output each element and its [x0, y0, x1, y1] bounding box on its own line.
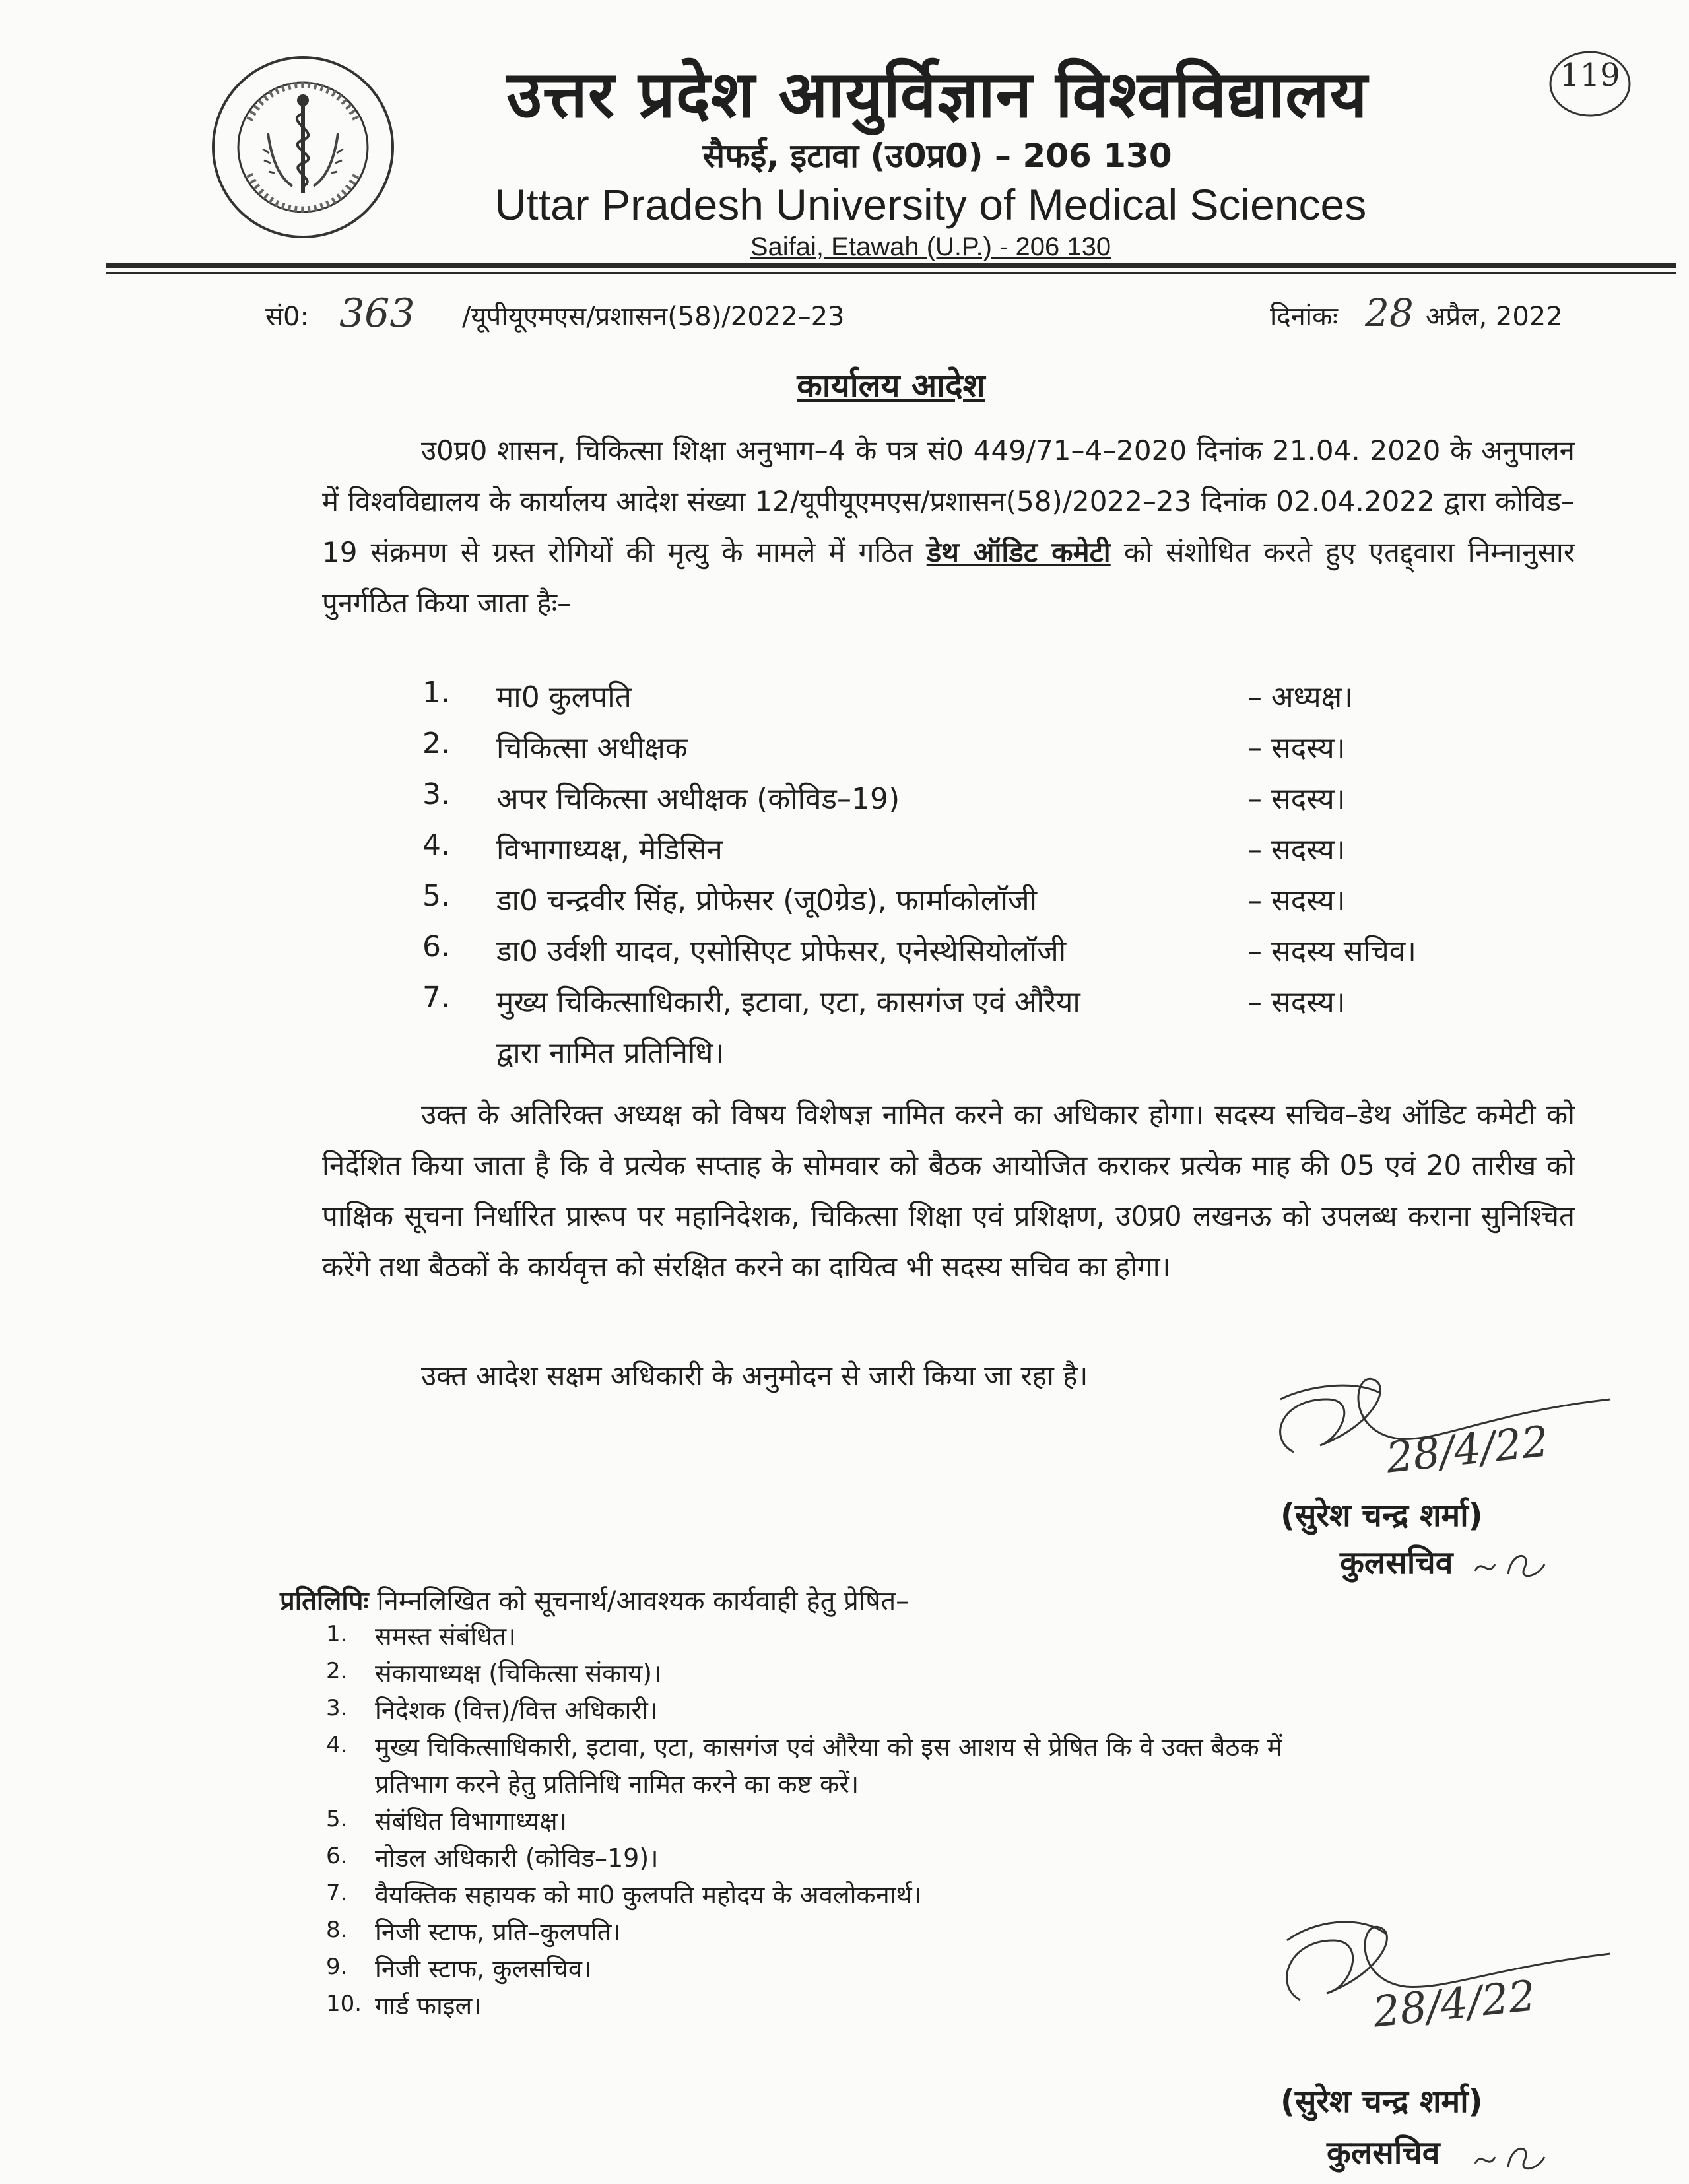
university-seal-logo [210, 54, 396, 240]
list-item: 3. निदेशक (वित्त)/वित्त अधिकारी। [326, 1695, 658, 1725]
list-item: 1. समस्त संबंधित। [326, 1621, 516, 1651]
member-name: विभागाध्यक्ष, मेडिसिन [496, 833, 723, 867]
member-name: अपर चिकित्सा अधीक्षक (कोविड–19) [496, 782, 900, 816]
list-item: 9. निजी स्टाफ, कुलसचिव। [326, 1954, 592, 1983]
member-role: – सदस्य। [1247, 985, 1346, 1019]
signatory-name: (सुरेश चन्द्र शर्मा) [1280, 2083, 1483, 2120]
list-item: 1. मा0 कुलपति – अध्यक्ष। [422, 676, 1478, 727]
member-name: मा0 कुलपति [496, 680, 632, 714]
university-address-english: Saifai, Etawah (U.P.) - 206 130 [750, 232, 1111, 261]
signatory-designation: कुलसचिव [1340, 1544, 1453, 1581]
duties-text: उक्त के अतिरिक्त अध्यक्ष को विषय विशेषज्ञ नामित करने का अधिकार होगा। सदस्य सचिव–डेथ ऑडिट कमेटी को निर्देशित किया जाता है कि वे प्रत्येक सप्ताह के सोमवार को बैठक आयोजित कराकर प्रत्येक माह की 05 एवं 20 तारीख को पाक्षिक सूचना निर्धारित प्रारूप पर महानिदेशक, चिकित्सा शिक्षा एवं प्रशिक्षण, उ0प्र0 लखनऊ को उपलब्ध कराना सुनिश्चित करेंगे तथा बैठकों के कार्यवृत्त को संरक्षित करने का दायित्व भी सदस्य सचिव का होगा। [322, 1098, 1575, 1283]
list-item: 7. मुख्य चिकित्साधिकारी, इटावा, एटा, कासगंज एवं औरैया – सदस्य। [422, 981, 1478, 1032]
intro-text-end: को संशोधित करते हुए एतद्द्वारा निम्नानुसार पुनर्गठित किया जाता हैः– [322, 536, 1575, 619]
member-role: – सदस्य। [1247, 884, 1346, 917]
list-item: 6. डा0 उर्वशी यादव, एसोसिएट प्रोफेसर, एनेस्थेसियोलॉजी – सदस्य सचिव। [422, 930, 1416, 968]
member-name: मुख्य चिकित्साधिकारी, इटावा, एटा, कासगंज एवं औरैया [496, 985, 1080, 1019]
list-item: 2. संकायाध्यक्ष (चिकित्सा संकाय)। [326, 1658, 662, 1688]
university-name-hindi: उत्तर प्रदेश आयुर्विज्ञान विश्वविद्यालय [506, 57, 1368, 133]
copy-to-heading [280, 1581, 909, 1618]
list-item: 5. डा0 चन्द्रवीर सिंह, प्रोफेसर (जू0ग्रेड), फार्माकोलॉजी – सदस्य। [422, 879, 1478, 930]
date-day-handwritten: 28 [1365, 290, 1414, 335]
member-role: – सदस्य। [1247, 731, 1346, 765]
member-name-line2: द्वारा नामित प्रतिनिधि। [496, 1036, 725, 1070]
duties-paragraph [322, 1089, 1575, 1292]
list-item: 2. चिकित्सा अधीक्षक – सदस्य। [422, 727, 1478, 778]
signature-date-handwritten: 28/4/22 [1370, 1971, 1538, 2037]
list-item: 8. निजी स्टाफ, प्रति–कुलपति। [326, 1917, 621, 1946]
approval-text: उक्त आदेश सक्षम अधिकारी के अनुमोदन से जारी किया जा रहा है। [421, 1360, 1088, 1392]
member-role: – अध्यक्ष। [1247, 680, 1353, 714]
initials-handwritten [1472, 1544, 1551, 1584]
committee-list [422, 676, 1478, 1082]
reference-code: /यूपीयूएमएस/प्रशासन(58)/2022–23 [462, 302, 845, 332]
member-name: डा0 उर्वशी यादव, एसोसिएट प्रोफेसर, एनेस्थेसियोलॉजी [496, 935, 1067, 968]
member-name: डा0 चन्द्रवीर सिंह, प्रोफेसर (जू0ग्रेड), फार्माकोलॉजी [496, 884, 1038, 917]
list-item: 10. गार्ड फाइल। [326, 1991, 482, 2020]
member-name: चिकित्सा अधीक्षक [496, 731, 688, 765]
date-month-year: अप्रैल, 2022 [1426, 302, 1563, 332]
date-label: दिनांकः [1270, 302, 1338, 332]
intro-paragraph [322, 425, 1575, 628]
signature-handwritten [1254, 1901, 1663, 2053]
university-address-hindi: सैफई, इटावा (उ0प्र0) – 206 130 [702, 137, 1172, 175]
page-number: 119 [1560, 57, 1620, 94]
list-item: 4. मुख्य चिकित्साधिकारी, इटावा, एटा, कासगंज एवं औरैया को इस आशय से प्रेषित कि वे उक्त बैठक में [326, 1732, 1282, 1762]
signatory-designation: कुलसचिव [1327, 2134, 1440, 2171]
reference-label: सं0: [265, 302, 309, 332]
initials-handwritten [1472, 2137, 1551, 2177]
copy-to-text: निम्नलिखित को सूचनार्थ/आवश्यक कार्यवाही हेतु प्रेषित– [377, 1586, 910, 1616]
list-item: 7. वैयक्तिक सहायक को मा0 कुलपति महोदय के अवलोकनार्थ। [326, 1880, 922, 1909]
signature-date-handwritten: 28/4/22 [1383, 1417, 1551, 1483]
copy-to-label: प्रतिलिपिः [280, 1586, 369, 1616]
header-rule-thin [106, 272, 1676, 274]
list-item: 5. संबंधित विभागाध्यक्ष। [326, 1806, 568, 1836]
university-name-english: Uttar Pradesh University of Medical Sciences [494, 180, 1367, 229]
list-item-continuation [422, 1032, 1478, 1082]
member-role: – सदस्य। [1247, 782, 1346, 816]
header-rule-thick [106, 263, 1676, 268]
reference-number-handwritten: 363 [339, 290, 415, 337]
list-item: 3. अपर चिकित्सा अधीक्षक (कोविड–19) – सदस्य। [422, 778, 1478, 828]
list-item: 4. विभागाध्यक्ष, मेडिसिन – सदस्य। [422, 828, 1478, 879]
intro-text: उ0प्र0 शासन, चिकित्सा शिक्षा अनुभाग–4 के पत्र सं0 449/71–4–2020 दिनांक 21.04. 2020 के अनुपालन में विश्वविद्यालय के कार्यालय आदेश संख्या 12/यूपीयूएमएस/प्रशासन(58)/2022–23 दिनांक 02.04.2022 द्वारा कोविड–19 संक्रमण से ग्रस्त रोगियों की मृत्यु के मामले में गठित [322, 434, 1575, 568]
signatory-name: (सुरेश चन्द्र शर्मा) [1280, 1497, 1483, 1534]
list-item: 6. नोडल अधिकारी (कोविड–19)। [326, 1843, 659, 1872]
member-role: – सदस्य। [1247, 833, 1346, 867]
member-role: – सदस्य सचिव। [1247, 935, 1416, 968]
document-title: कार्यालय आदेश [797, 366, 985, 405]
list-item-continuation: प्रतिभाग करने हेतु प्रतिनिधि नामित करने का कष्ट करें। [375, 1770, 859, 1799]
committee-name: डेथ ऑडिट कमेटी [926, 536, 1111, 568]
